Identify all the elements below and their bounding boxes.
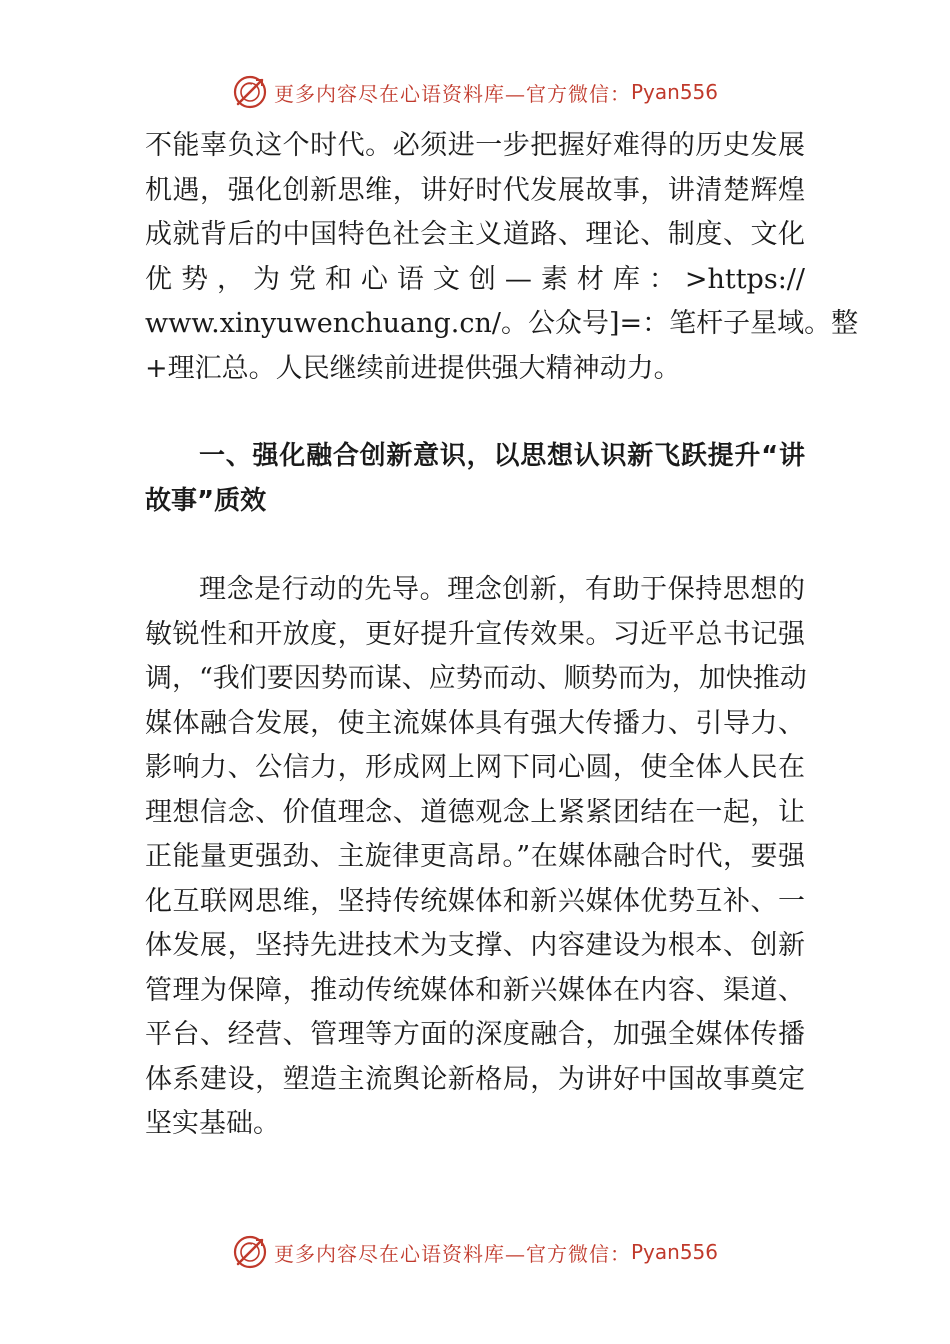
text-line: 平台、经营、管理等方面的深度融合，加强全媒体传播 bbox=[145, 1019, 805, 1050]
text-line: 机遇，强化创新思维，讲好时代发展故事，讲清楚辉煌 bbox=[145, 174, 805, 206]
wechat-id: Pyan556 bbox=[630, 80, 718, 104]
intro-paragraph bbox=[145, 124, 859, 391]
heading-line: 故事”质效 bbox=[145, 485, 267, 516]
text-line: 化互联网思维，坚持传统媒体和新兴媒体优势互补、一 bbox=[145, 885, 805, 917]
banner-text: 更多内容尽在心语资料库—官方微信： bbox=[273, 1241, 631, 1266]
brand-logo-icon bbox=[232, 1234, 268, 1270]
text-line: 媒体融合发展，使主流媒体具有强大传播力、引导力、 bbox=[145, 707, 805, 739]
text-line: 体系建设，塑造主流舆论新格局，为讲好中国故事奠定 bbox=[145, 1063, 805, 1095]
text-line: 理想信念、价值理念、道德观念上紧紧团结在一起，让 bbox=[145, 796, 805, 828]
text-line: 理念是行动的先导。理念创新，有助于保持思想的 bbox=[199, 574, 805, 605]
text-line: 正能量更强劲、主旋律更高昂。”在媒体融合时代，要强 bbox=[145, 841, 805, 872]
wechat-id: Pyan556 bbox=[630, 1240, 718, 1264]
text-line: 敏锐性和开放度，更好提升宣传效果。习近平总书记强 bbox=[145, 618, 805, 650]
header-banner bbox=[0, 70, 950, 114]
text-line: +理汇总。人民继续前进提供强大精神动力。 bbox=[145, 352, 681, 384]
heading-line: 一、强化融合创新意识，以思想认识新飞跃提升“讲 bbox=[199, 441, 805, 471]
text-line: 优势，为党和心语文创—素材库：>https:// bbox=[145, 263, 805, 295]
text-line: 管理为保障，推动传统媒体和新兴媒体在内容、渠道、 bbox=[145, 974, 805, 1006]
body-paragraph bbox=[145, 568, 805, 1147]
text-line: 坚实基础。 bbox=[145, 1108, 280, 1139]
text-line: 不能辜负这个时代。必须进一步把握好难得的历史发展 bbox=[145, 130, 805, 161]
text-line: 调，“我们要因势而谋、应势而动、顺势而为，加快推动 bbox=[145, 663, 807, 694]
text-line: 影响力、公信力，形成网上网下同心圆，使全体人民在 bbox=[145, 752, 805, 783]
text-line: 体发展，坚持先进技术为支撑、内容建设为根本、创新 bbox=[145, 930, 805, 961]
brand-logo-icon bbox=[232, 74, 268, 110]
text-line: www.xinyuwenchuang.cn/。公众号]=：笔杆子星域。整 bbox=[145, 308, 859, 339]
text-line: 成就背后的中国特色社会主义道路、理论、制度、文化 bbox=[145, 219, 805, 250]
banner-text: 更多内容尽在心语资料库—官方微信： bbox=[273, 81, 631, 106]
section-heading bbox=[145, 434, 805, 523]
footer-banner bbox=[0, 1230, 950, 1274]
